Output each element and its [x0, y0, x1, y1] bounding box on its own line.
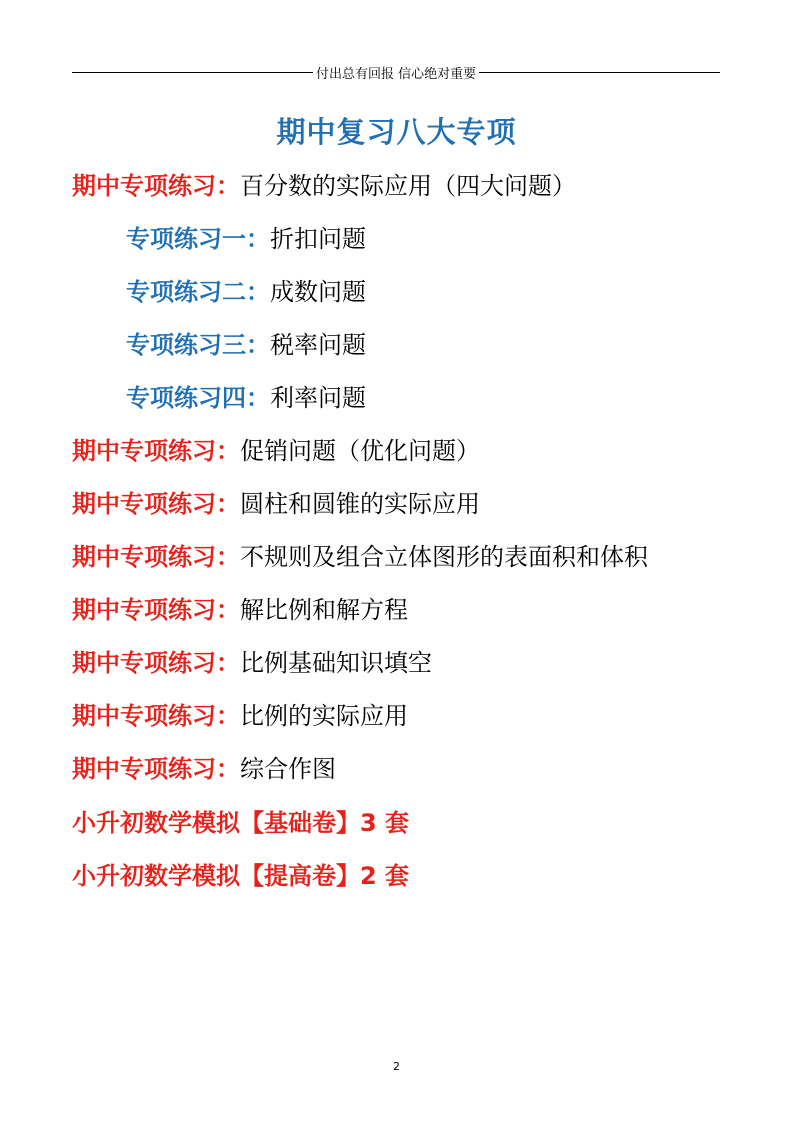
- item-text: 成数问题: [270, 278, 366, 306]
- item-text: 综合作图: [240, 755, 336, 783]
- item-text: 比例的实际应用: [240, 702, 408, 730]
- item-label: 期中专项练习：: [72, 702, 240, 730]
- item-label: 期中专项练习：: [72, 172, 240, 200]
- list-item: [126, 275, 366, 309]
- page-number: 2: [393, 1060, 400, 1073]
- item-label: 专项练习四：: [126, 384, 270, 412]
- item-label: 期中专项练习：: [72, 437, 240, 465]
- item-text: 折扣问题: [270, 225, 366, 253]
- item-text: 百分数的实际应用（四大问题）: [240, 172, 576, 200]
- list-item: [72, 434, 480, 468]
- list-item: [72, 699, 408, 733]
- item-label: 专项练习三：: [126, 331, 270, 359]
- item-label: 期中专项练习：: [72, 596, 240, 624]
- item-label: 专项练习二：: [126, 278, 270, 306]
- item-label: 小升初数学模拟【基础卷】3 套: [72, 809, 410, 837]
- page-title: 期中复习八大专项: [276, 115, 517, 149]
- header-motto: 付出总有回报 信心绝对重要: [315, 66, 477, 82]
- list-item: [126, 381, 366, 415]
- list-item: [72, 646, 432, 680]
- list-item: [72, 593, 408, 627]
- exam-item-advanced: [72, 859, 409, 893]
- item-label: 期中专项练习：: [72, 755, 240, 783]
- exam-item-basic: [72, 806, 409, 840]
- item-text: 税率问题: [270, 331, 366, 359]
- item-text: 圆柱和圆锥的实际应用: [240, 490, 480, 518]
- item-text: 比例基础知识填空: [240, 649, 432, 677]
- header-rule-left: [72, 72, 313, 73]
- item-label: 期中专项练习：: [72, 543, 240, 571]
- item-label: 期中专项练习：: [72, 490, 240, 518]
- list-item: [72, 169, 576, 203]
- list-item: [126, 222, 366, 256]
- item-text: 促销问题（优化问题）: [240, 437, 480, 465]
- item-label: 期中专项练习：: [72, 649, 240, 677]
- list-item: [72, 487, 480, 521]
- header-rule-right: [479, 72, 720, 73]
- list-item: [126, 328, 366, 362]
- item-text: 不规则及组合立体图形的表面积和体积: [240, 543, 648, 571]
- page-header: [72, 62, 720, 82]
- list-item: [72, 540, 648, 574]
- item-text: 利率问题: [270, 384, 366, 412]
- item-text: 解比例和解方程: [240, 596, 408, 624]
- item-label: 专项练习一：: [126, 225, 270, 253]
- list-item: [72, 752, 336, 786]
- item-label: 小升初数学模拟【提高卷】2 套: [72, 862, 410, 890]
